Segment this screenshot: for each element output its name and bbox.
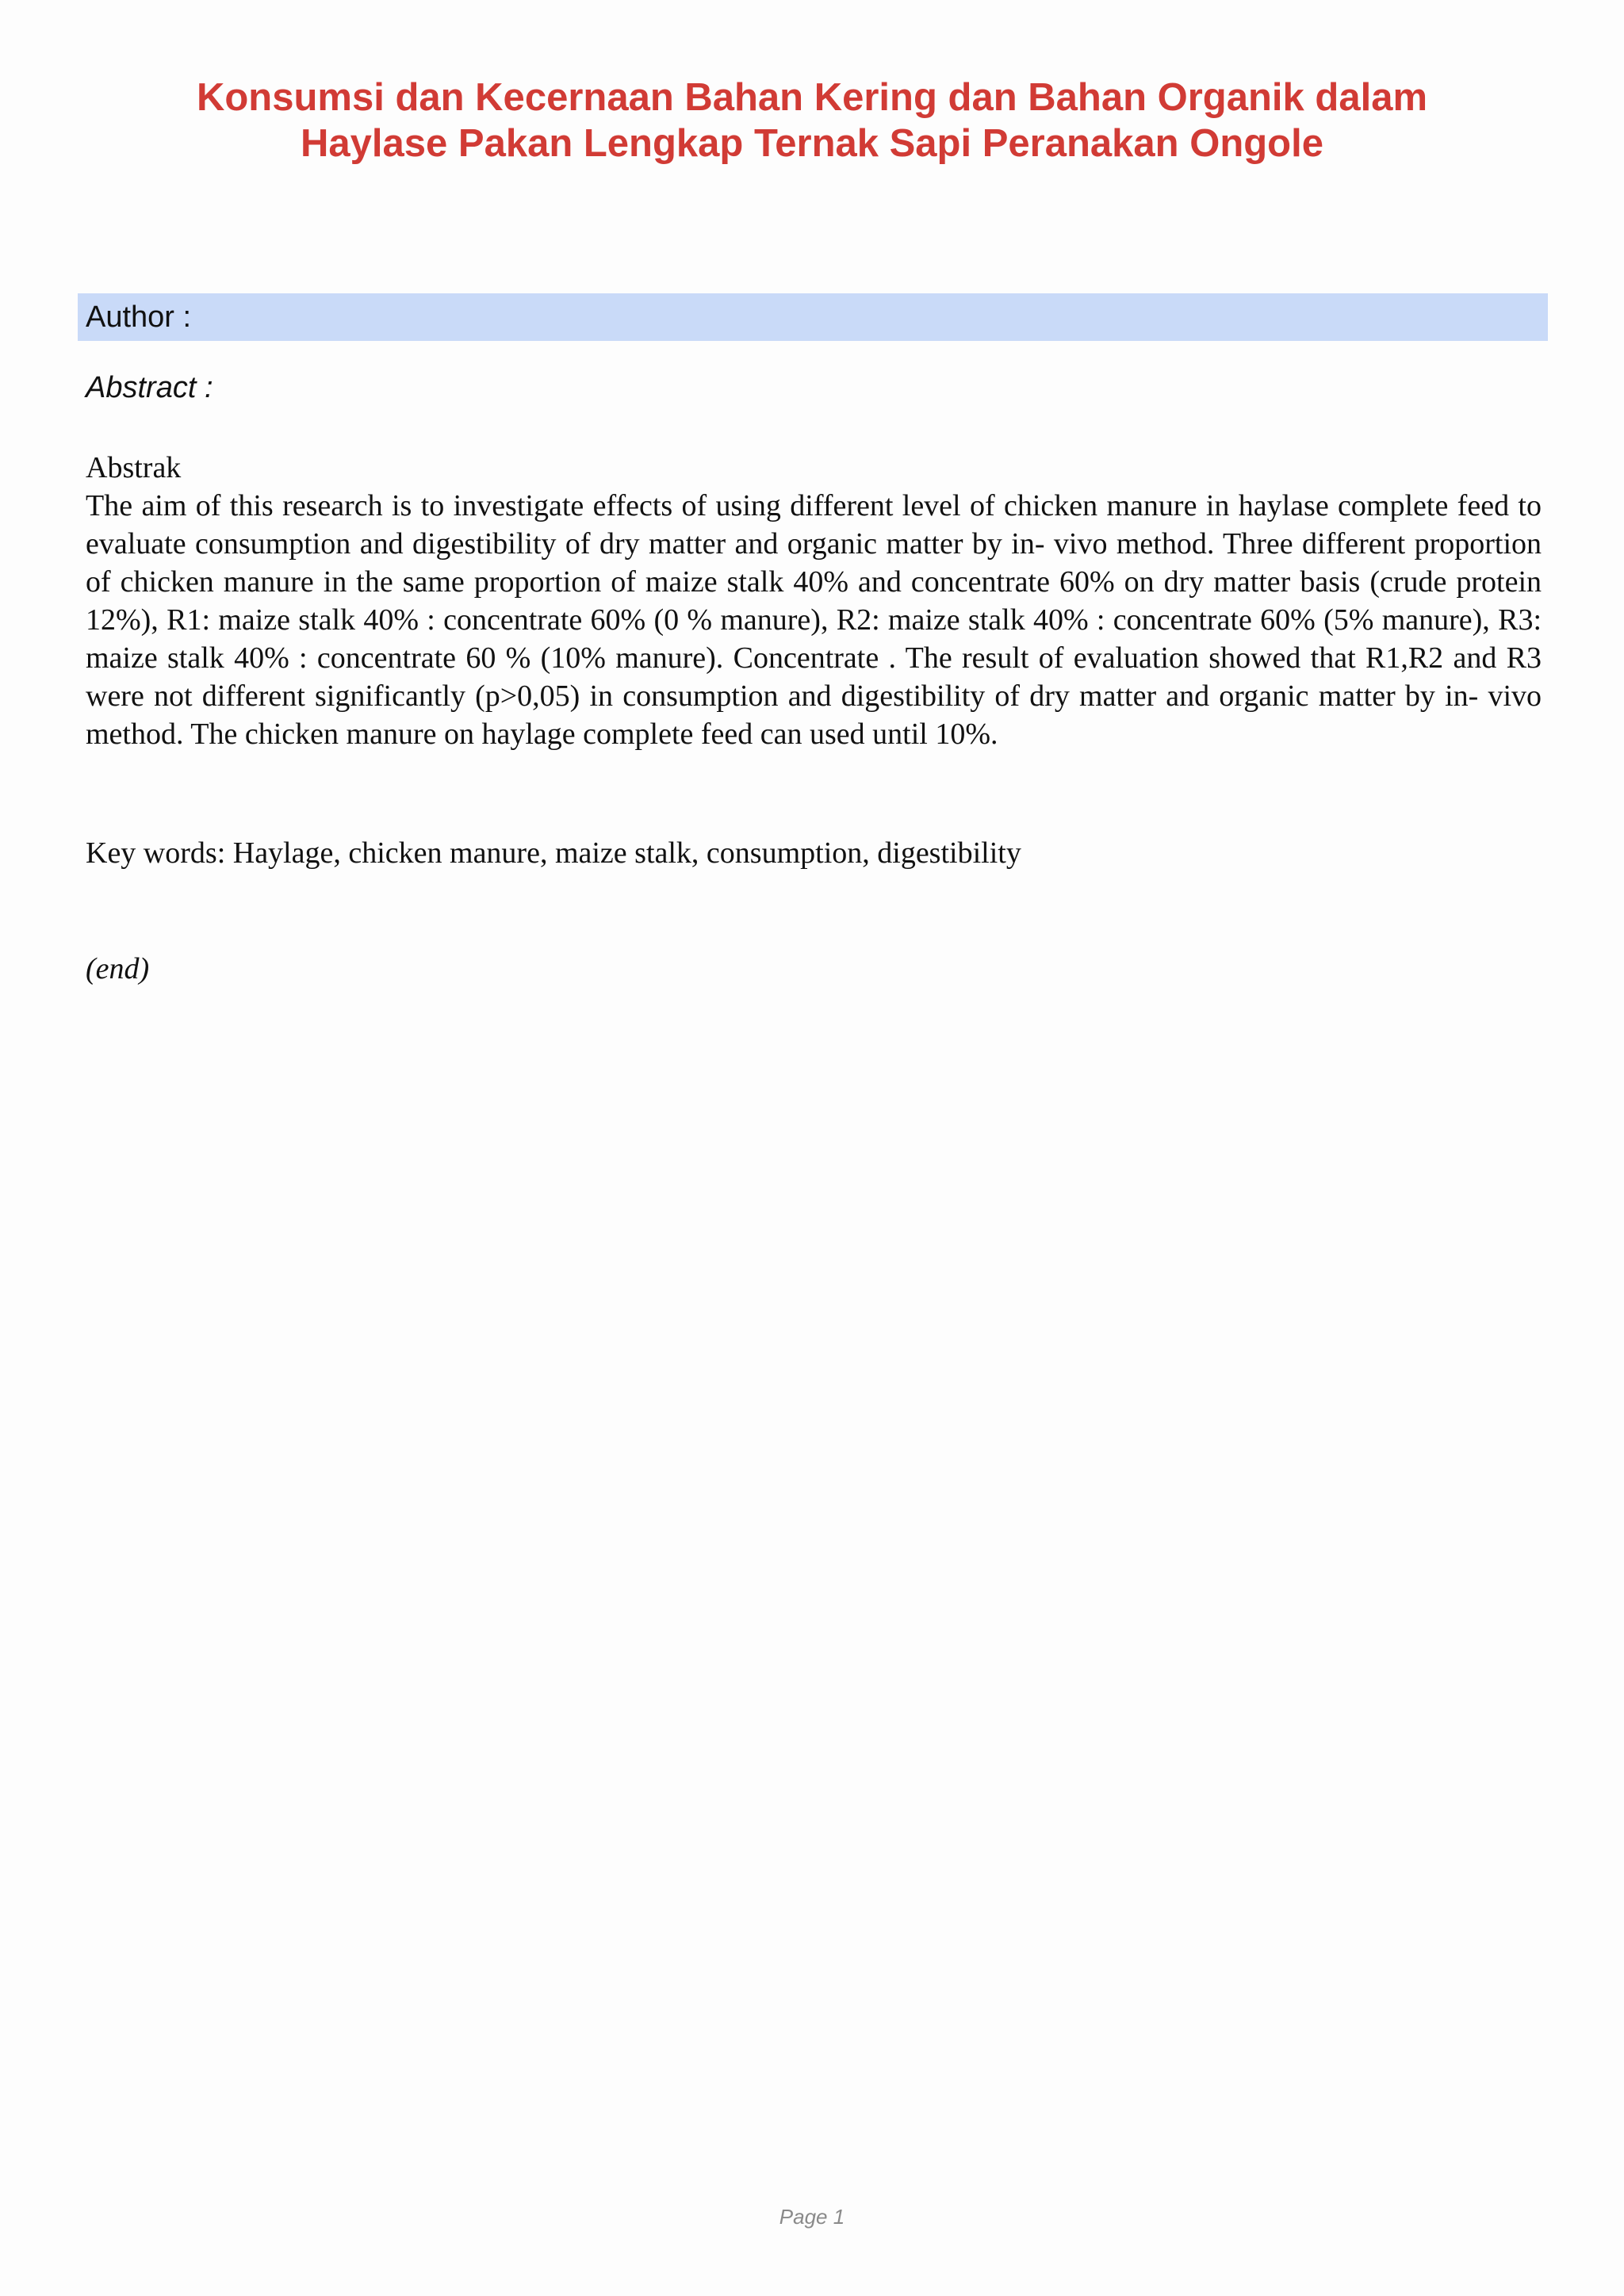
page-number: Page 1 (779, 2205, 845, 2229)
author-bar (78, 293, 1548, 341)
title-line-2: Haylase Pakan Lengkap Ternak Sapi Peranakan Ongole (301, 122, 1323, 165)
end-marker: (end) (86, 952, 150, 985)
abstract-heading: Abstrak (86, 451, 182, 484)
author-label: Author : (86, 300, 192, 334)
document-title (79, 75, 1545, 166)
abstract-label: Abstract : (86, 371, 213, 404)
abstract-text: The aim of this research is to investigate effects of using different level of chicken manure in haylase complete feed to evaluate consumption and digestibility of dry matter and organic matter by in- vivo method. Three different proportion of chicken manure in the same proportion of maize stalk 40% and concentrate 60% on dry matter basis (crude protein 12%), R1: maize stalk 40% : concentrate 60% (0 % manure), R2: maize stalk 40% : concentrate 60% (5% manure), R3: maize stalk 40% : concentrate 60 % (10% manure). Concentrate . The result of evaluation showed that R1,R2 and R3 were not different significantly (p>0,05) in consumption and digestibility of dry matter and organic matter by in- vivo method. The chicken manure on haylage complete feed can used until 10%. (86, 489, 1542, 751)
keywords: Key words: Haylage, chicken manure, maize stalk, consumption, digestibility (86, 836, 1021, 870)
title-line-1: Konsumsi dan Kecernaan Bahan Kering dan Bahan Organik dalam (196, 76, 1428, 119)
abstract-body (86, 449, 1542, 753)
